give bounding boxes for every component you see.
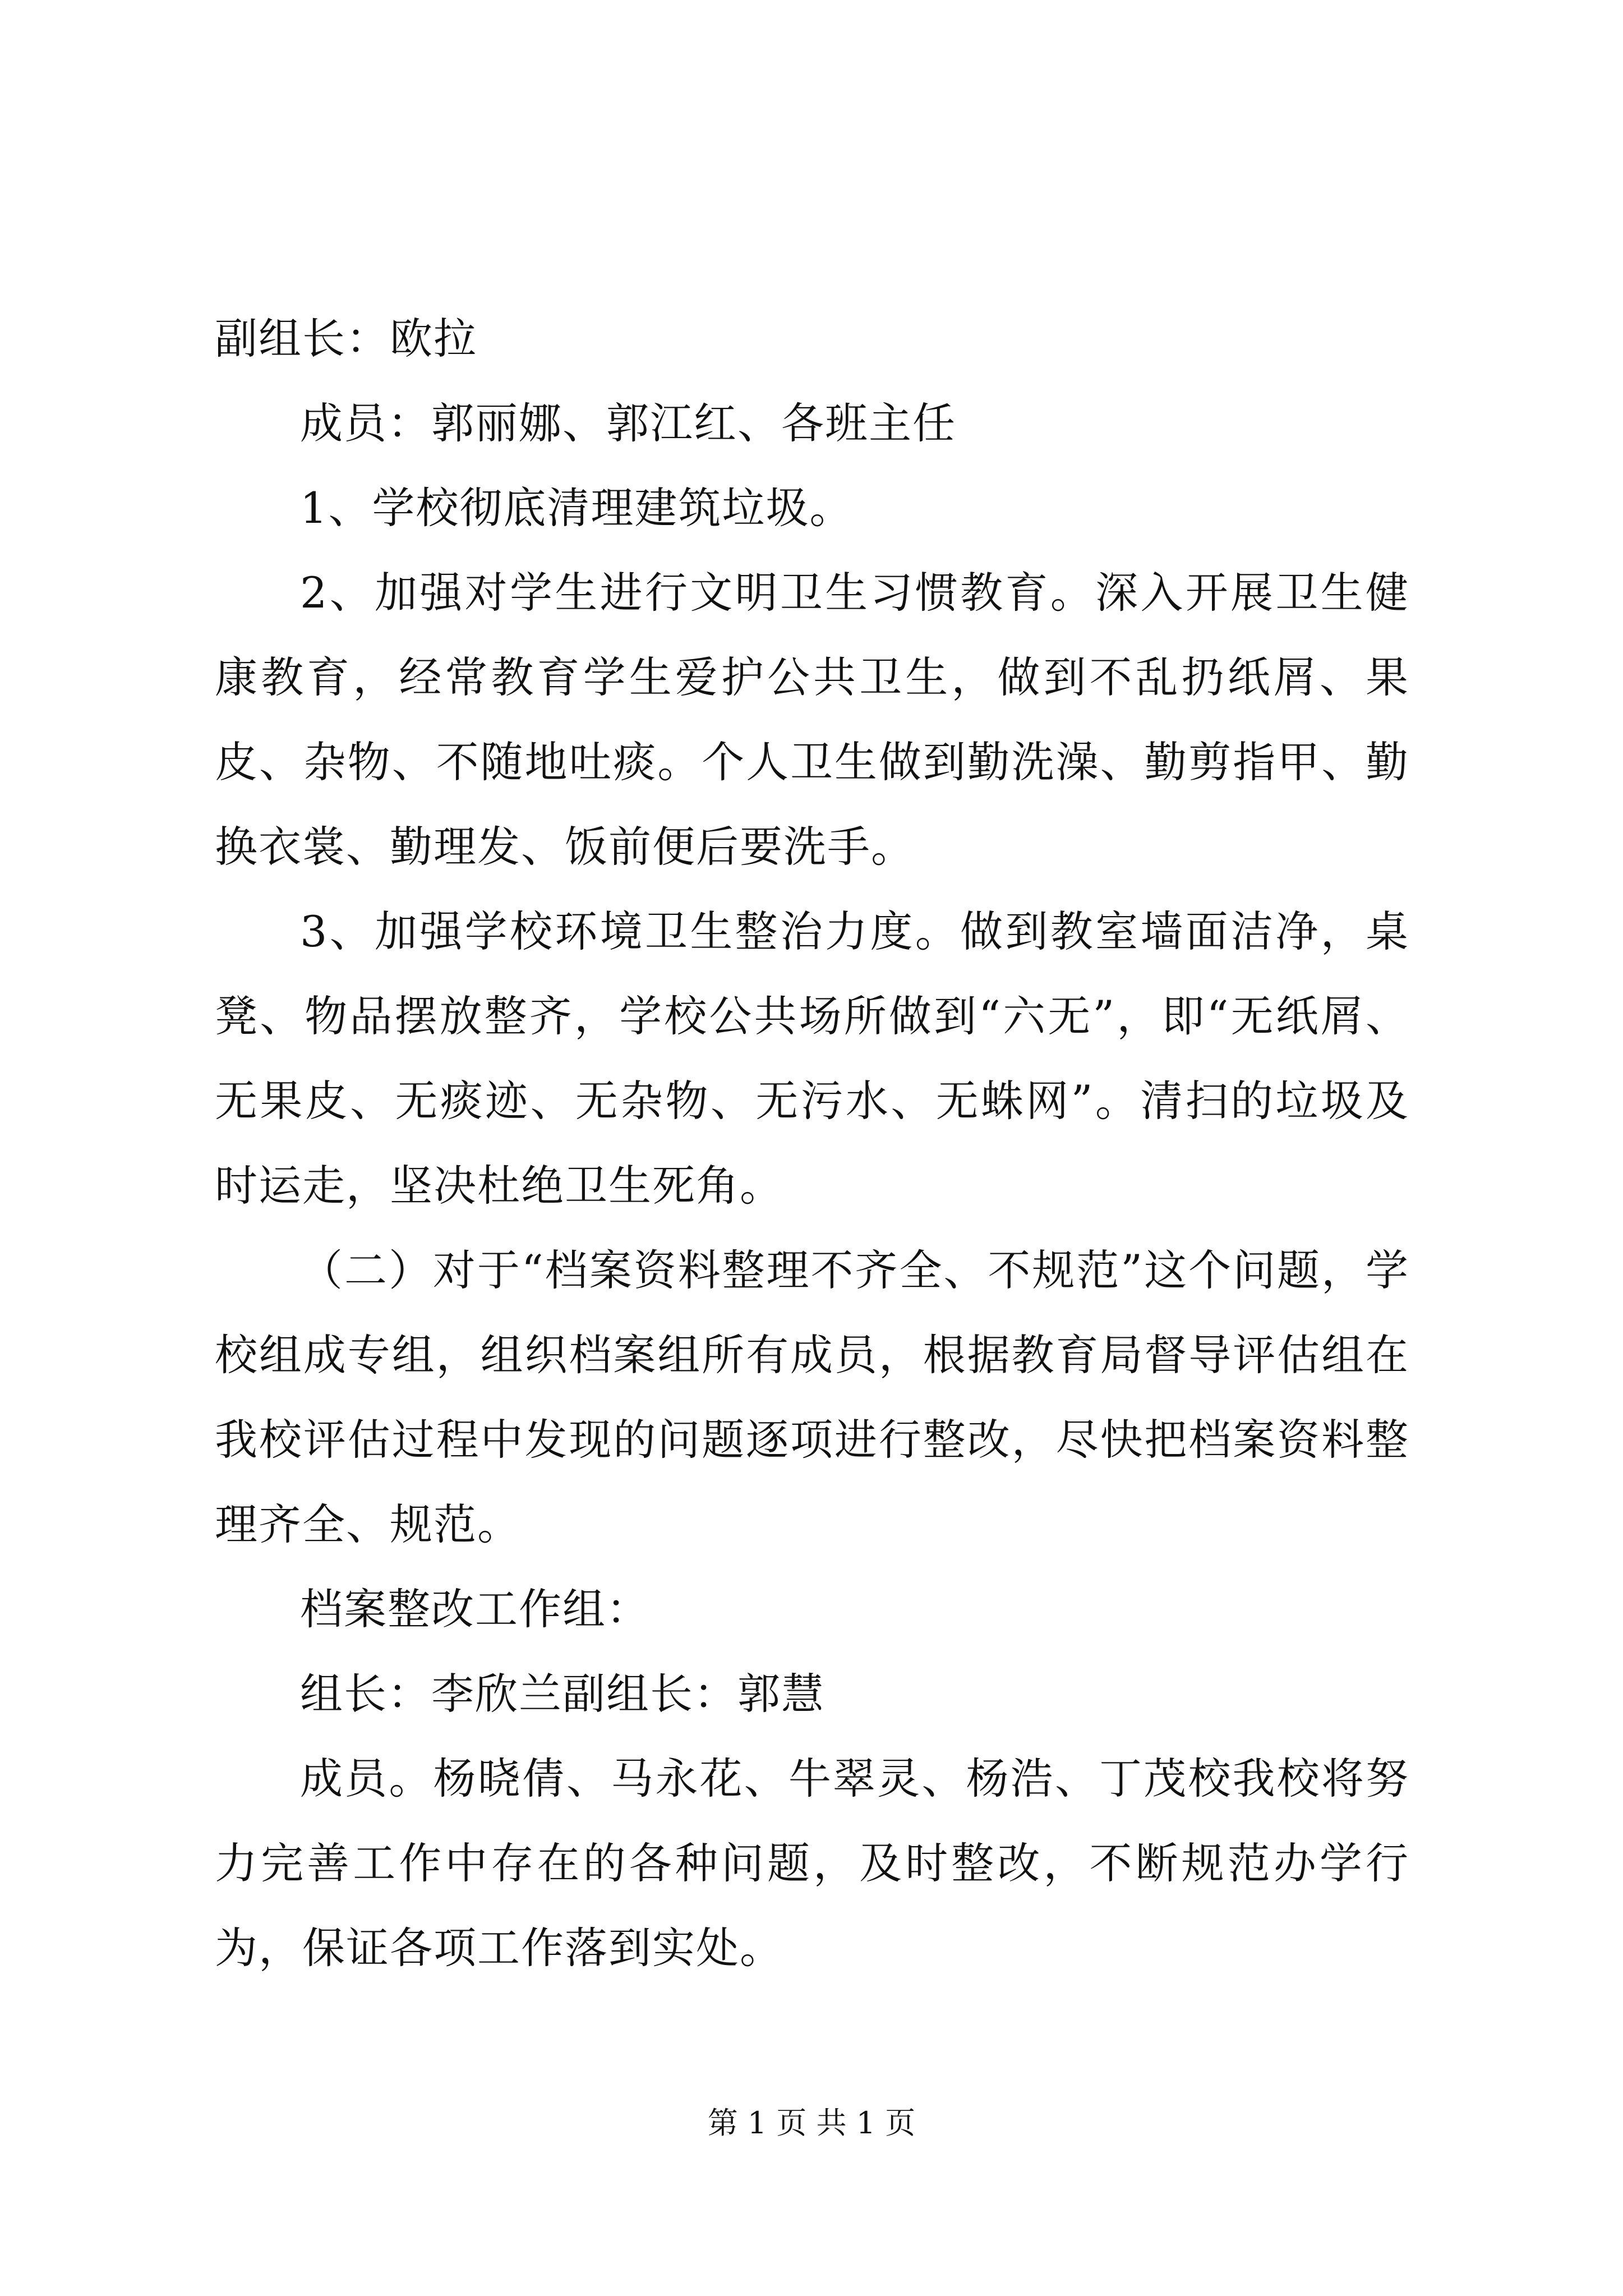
paragraph-deputy-leader: 副组长：欧拉	[215, 314, 477, 364]
document-body	[215, 296, 1409, 1990]
paragraph-section-2: （二）对于“档案资料整理不齐全、不规范”这个问题，学校组成专组，组织档案组所有成员，根据教育局督导评估组在我校评估过程中发现的问题逐项进行整改，尽快把档案资料整理齐全、规范。	[215, 1245, 1409, 1549]
paragraph-item-2: 2、加强对学生进行文明卫生习惯教育。深入开展卫生健康教育，经常教育学生爱护公共卫生，做到不乱扔纸屑、果皮、杂物、不随地吐痰。个人卫生做到勤洗澡、勤剪指甲、勤换衣裳、勤理发、饭前便后要洗手。	[215, 568, 1409, 872]
paragraph-archive-leaders: 组长：李欣兰副组长：郭慧	[300, 1669, 825, 1719]
paragraph-members: 成员：郭丽娜、郭江红、各班主任	[300, 398, 956, 448]
paragraph-item-1: 1、学校彻底清理建筑垃圾。	[300, 483, 854, 533]
paragraph-archive-group: 档案整改工作组：	[300, 1584, 650, 1634]
page-footer: 第 1 页 共 1 页	[707, 2105, 916, 2141]
paragraph-item-3: 3、加强学校环境卫生整治力度。做到教室墙面洁净，桌凳、物品摆放整齐，学校公共场所做到“六无”，即“无纸屑、无果皮、无痰迹、无杂物、无污水、无蛛网”。清扫的垃圾及时运走，坚决杜绝卫生死角。	[215, 907, 1409, 1211]
paragraph-archive-members: 成员。杨晓倩、马永花、牛翠灵、杨浩、丁茂校我校将努力完善工作中存在的各种问题，及时整改，不断规范办学行为，保证各项工作落到实处。	[215, 1754, 1409, 1973]
